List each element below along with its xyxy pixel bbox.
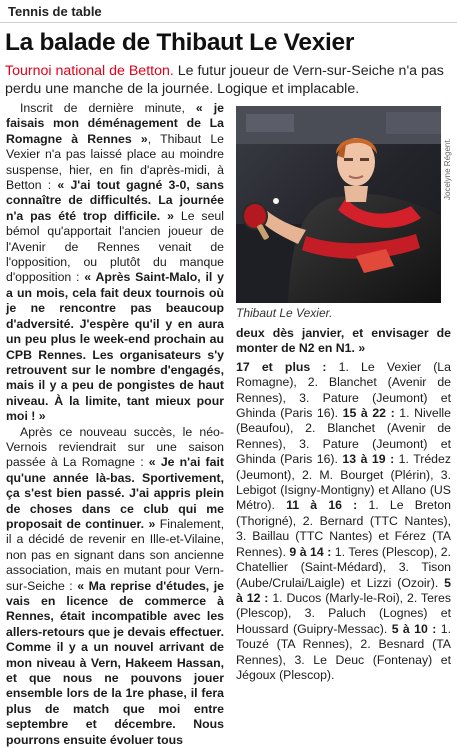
text-run: , Thibaut Le Vexier n'a pas laissé place au moindre suspense, hier, en fin d'après-midi, à Betton : — [6, 131, 224, 193]
text-run: « Après Saint-Malo, il y a un mois, cela fait deux tournois où je ne rencontre pas beaucoup d'adversité. J'espère qu'il y en aura un peu plus le week-end prochain au CPB Rennes. Les organisateurs s'y retrouvent sur le nombre d'engagés, mais il y a peu de pongistes de haut niveau. À la limite, tant mieux pour moi ! » — [6, 270, 224, 424]
body-paragraph-2 — [6, 425, 224, 748]
lead-kicker: Tournoi national de Betton. — [5, 63, 174, 79]
player-photo — [236, 106, 441, 303]
text-run: deux dès janvier, et envisager de monter de N2 en N1. » — [236, 326, 451, 356]
text-run: 1. Touzé (TA Rennes), 2. Besnard (TA Rennes), 3. Le Deuc (Fontenay) et Jégoux (Plescop). — [236, 621, 451, 682]
body-paragraph-1 — [6, 101, 224, 425]
text-run: 1. Le Breton (Thorigné), 2. Bernard (TTC Nantes), 3. Baillau (TTC Nantes) et Férez (TA Rennes). — [236, 498, 451, 559]
article-column-right — [236, 326, 452, 682]
text-run: 1. Ducos (Marly-le-Roi), 2. Teres (Plescop), 3. Paluch (Lognes) et Houssard (Guipry-Messac). — [236, 590, 451, 636]
photo-credit: Jocelyne Régent. — [443, 138, 452, 200]
text-run: « J'ai tout gagné 3-0, sans connaître de difficultés. La journée n'a pas été trop difficile. » — [6, 178, 224, 223]
lead-text: Le futur joueur de Vern-sur-Seiche n'a pas perdu une manche de la journée. Logique et implacable. — [5, 63, 444, 97]
text-run: « Je n'ai fait qu'une année là-bas. Sportivement, ça s'est bien passé. J'ai appris plein de choses dans ce club qui me proposait de continuer. » — [6, 455, 224, 531]
text-run: Le seul bémol qu'apportait l'ancien joueur de l'Avenir de Rennes venait de l'opposition, ou plutôt du manque d'opposition : — [6, 208, 224, 285]
text-run: 11 à 16 : — [286, 498, 369, 513]
article-lead — [5, 62, 451, 98]
photo-caption: Thibaut Le Vexier. — [236, 306, 333, 320]
player-photo-illustration — [236, 106, 441, 303]
rubric-divider — [0, 22, 457, 23]
text-run: 1. Nivelle (Beaufou), 2. Blanchet (Avenir de Rennes), 3. Pature (Jeumont) et Ghinda (Paris 16). — [236, 406, 451, 467]
text-run: 15 à 22 : — [342, 406, 400, 421]
text-run: 1. Le Vexier (La Romagne), 2. Blanchet (Avenir de Rennes), 3. Pature (Jeumont) et Ghinda (Paris 16). — [236, 359, 451, 421]
text-run: 9 à 14 : — [289, 544, 335, 559]
text-run: Après ce nouveau succès, le néo-Vernois reviendrait sur une saison passée à La Romagne : — [6, 424, 224, 470]
section-rubric: Tennis de table — [8, 4, 102, 19]
results-list — [236, 360, 451, 684]
body-paragraph-3 — [236, 326, 451, 357]
text-run: 1. Trédez (Jeumont), 2. M. Bourget (Plérin), 3. Lebigot (Isigny-Montigny) et Allano (US Métro). — [236, 452, 452, 513]
text-run: 13 à 19 : — [342, 452, 399, 467]
text-run: 1. Teres (Plescop), 2. Chatellier (Saint-Médard), 3. Tison (Aube/Crulai/Laigle) et Lizzi (Ozoir). — [236, 544, 451, 590]
text-run: 5 à 12 : — [236, 575, 451, 605]
text-run: « Ma reprise d'études, je vais en licence de commerce à Rennes, était incompatible avec les allers-retours que je devais effectuer. Comme il y a un nouvel arrivant de mon niveau à Vern, Hakeem Hassan, et que nous ne pouvons jouer ensemble lors de la 1re phase, il fera plus de match que moi entre septembre et décembre. Nous pourrons ensuite évoluer tous — [6, 578, 224, 747]
text-run: Inscrit de dernière minute, — [20, 101, 196, 115]
article-column-left — [6, 101, 225, 747]
text-run: 17 et plus : — [236, 359, 339, 374]
text-run: « je faisais mon déménagement de La Romagne à Rennes » — [6, 101, 224, 146]
article-headline: La balade de Thibaut Le Vexier — [5, 29, 355, 56]
text-run: Finalement, il a décidé de revenir en Ille-et-Vilaine, non pas en signant dans son ancienne association, mais en mutant pour Vern-sur-Seiche : — [6, 516, 225, 593]
text-run: 5 à 10 : — [391, 621, 441, 636]
